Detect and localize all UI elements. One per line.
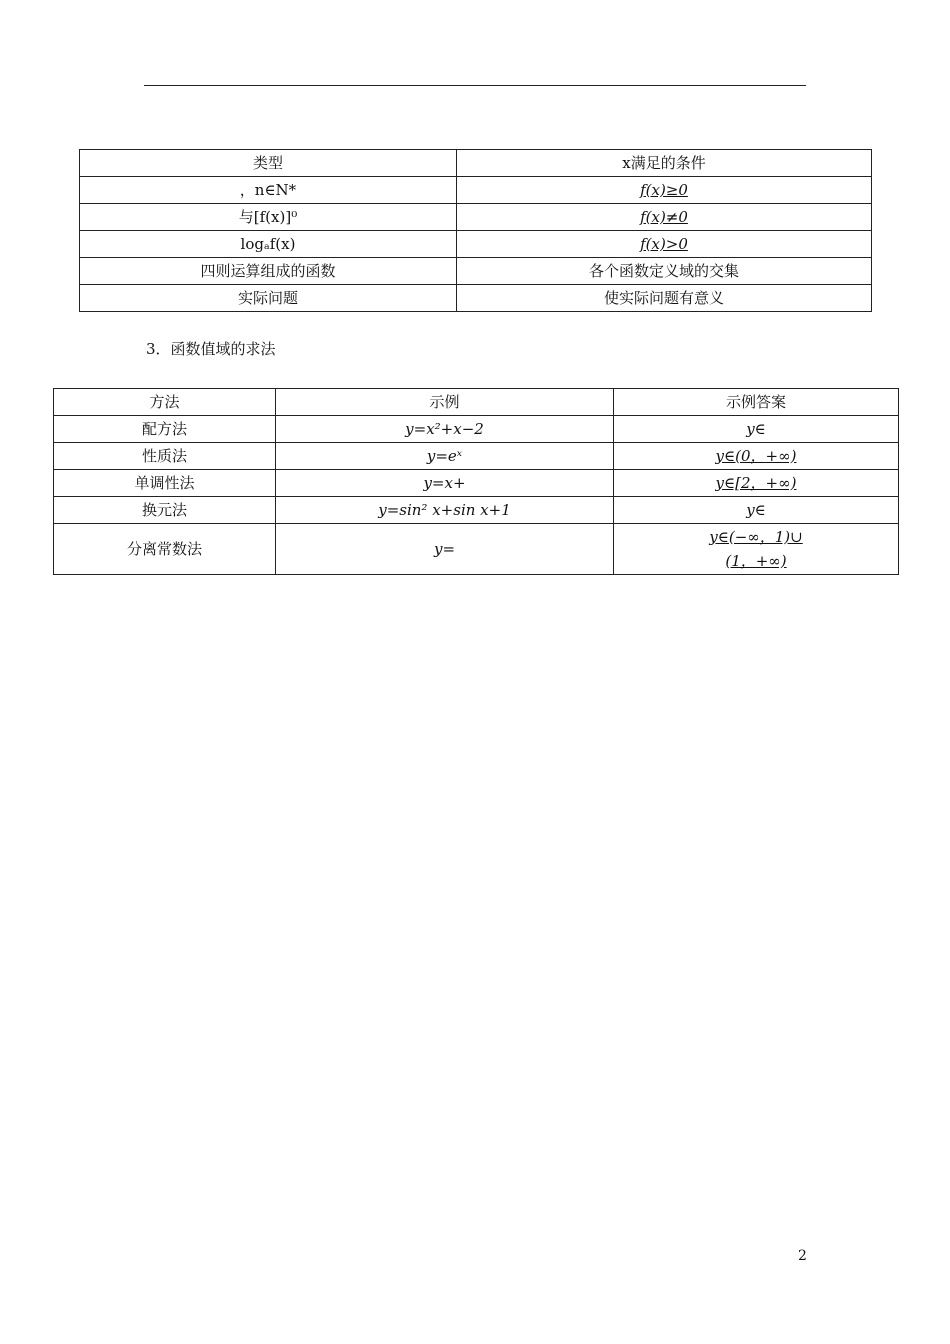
example-cell: y=eˣ [276, 443, 614, 470]
type-cell: 实际问题 [80, 285, 457, 312]
answer-cell: y∈[2，+∞) [614, 470, 899, 497]
table-header-row [80, 150, 872, 177]
header-rule [144, 85, 806, 86]
method-cell: 分离常数法 [54, 524, 276, 575]
example-cell: y=sin² x+sin x+1 [276, 497, 614, 524]
example-cell: y= [276, 524, 614, 575]
answer-cell: y∈(0，+∞) [614, 443, 899, 470]
table-row [54, 470, 899, 497]
example-cell: y=x+ [276, 470, 614, 497]
table-row [54, 524, 899, 575]
table-row [54, 443, 899, 470]
table-row [80, 204, 872, 231]
table-row [80, 231, 872, 258]
header-cell: 类型 [80, 150, 457, 177]
condition-cell: 各个函数定义域的交集 [457, 258, 872, 285]
method-cell: 换元法 [54, 497, 276, 524]
table-row [54, 416, 899, 443]
header-cell: 示例答案 [614, 389, 899, 416]
table-row [54, 497, 899, 524]
answer-cell: y∈ [614, 416, 899, 443]
type-cell: ，n∈N* [80, 177, 457, 204]
condition-cell: 使实际问题有意义 [457, 285, 872, 312]
answer-line-2: (1，+∞) [725, 552, 787, 570]
type-cell: logₐf(x) [80, 231, 457, 258]
condition-cell: f(x)≠0 [457, 204, 872, 231]
header-cell: x满足的条件 [457, 150, 872, 177]
table-row [80, 177, 872, 204]
header-cell: 示例 [276, 389, 614, 416]
condition-cell: f(x)≥0 [457, 177, 872, 204]
method-cell: 配方法 [54, 416, 276, 443]
example-cell: y=x²+x−2 [276, 416, 614, 443]
section-title: 3．函数值域的求法 [146, 340, 276, 358]
answer-line-1: y∈(−∞，1)∪ [709, 528, 803, 546]
condition-cell: f(x)>0 [457, 231, 872, 258]
type-cell: 与[f(x)]⁰ [80, 204, 457, 231]
table-header-row [54, 389, 899, 416]
answer-cell: y∈ [614, 497, 899, 524]
type-cell: 四则运算组成的函数 [80, 258, 457, 285]
table-row [80, 285, 872, 312]
page-number: 2 [798, 1248, 807, 1264]
domain-conditions-table [79, 149, 872, 312]
range-methods-table [53, 388, 899, 575]
method-cell: 单调性法 [54, 470, 276, 497]
answer-cell [614, 524, 899, 575]
header-cell: 方法 [54, 389, 276, 416]
table-row [80, 258, 872, 285]
method-cell: 性质法 [54, 443, 276, 470]
